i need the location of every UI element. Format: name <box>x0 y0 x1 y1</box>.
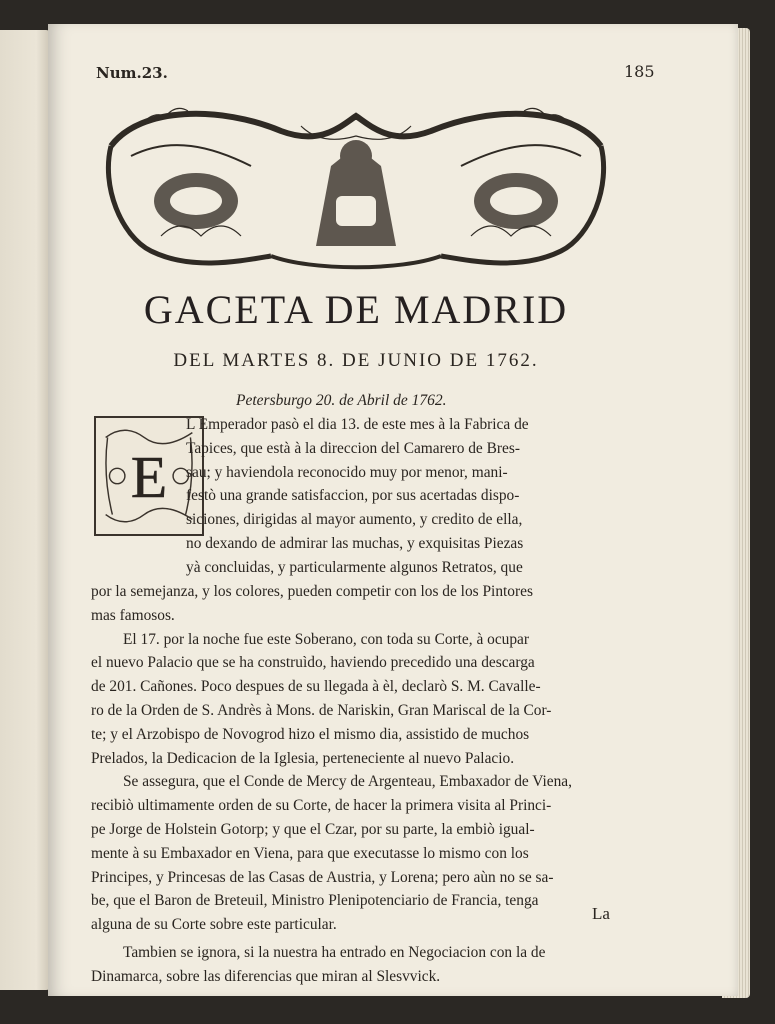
text-line: te; y el Arzobispo de Novogrod hizo el mismo dia, assistido de muchos <box>91 725 530 743</box>
page-number: 185 <box>624 62 655 81</box>
engraved-header-ornament <box>101 86 611 276</box>
paragraph-beside-initial <box>186 413 626 580</box>
text-line: Prelados, la Dedicacion de la Iglesia, perteneciente al nuevo Palacio. <box>91 749 515 767</box>
text-line: de 201. Cañones. Poco despues de su llegada à èl, declarò S. M. Cavalle- <box>91 678 541 696</box>
text-line: Se assegura, que el Conde de Mercy de Argenteau, Embaxador de Viena, <box>123 773 572 791</box>
masthead-title: GACETA DE MADRID <box>143 287 569 332</box>
text-line: pe Jorge de Holstein Gotorp; y que el Czar, por su parte, la embiò igual- <box>91 820 535 838</box>
issue-number: Num.23. <box>96 64 168 82</box>
text-line: por la semejanza, y los colores, pueden competir con los de los Pintores <box>91 583 533 600</box>
text-line: Tambien se ignora, si la nuestra ha entrado en Negociacion con la de <box>123 943 546 961</box>
text-line: no dexando de admirar las muchas, y exquisitas Piezas <box>186 534 524 552</box>
article-body <box>91 580 631 989</box>
text-line: siciones, dirigidas al mayor aumento, y credito de ella, <box>186 511 523 529</box>
text-line: L Emperador pasò el dia 13. de este mes à la Fabrica de <box>186 416 529 433</box>
text-line: festò una grande satisfaccion, por sus acertadas dispo- <box>186 487 520 505</box>
text-line: ro de la Orden de S. Andrès à Mons. de Nariskin, Gran Mariscal de la Cor- <box>91 701 552 719</box>
catchword: La <box>592 904 610 923</box>
article-dateline: Petersburgo 20. de Abril de 1762. <box>236 392 447 409</box>
text-line: sau; y haviendola reconocido muy por menor, mani- <box>186 463 508 481</box>
text-line: recibiò ultimamente orden de su Corte, de hacer la primera visita al Princi- <box>91 797 552 815</box>
text-line: be, que el Baron de Breteuil, Ministro Plenipotenciario de Francia, tenga <box>91 892 539 910</box>
text-line: Principes, y Princesas de las Casas de Austria, y Lorena; pero aùn no se sa- <box>91 868 554 886</box>
facing-page-edge <box>0 30 52 990</box>
text-line: yà concluidas, y particularmente algunos Retratos, que <box>186 558 523 576</box>
text-line: alguna de su Corte sobre este particular. <box>91 916 337 934</box>
initial-letter: E <box>130 444 168 511</box>
text-line: el nuevo Palacio que se ha construìdo, haviendo precedido una descarga <box>91 654 535 672</box>
text-line: El 17. por la noche fue este Soberano, con toda su Corte, à ocupar <box>123 630 530 648</box>
text-line: Dinamarca, sobre las diferencias que miran al Slesvvick. <box>91 967 441 985</box>
text-line: Tapices, que està à la direccion del Camarero de Bres- <box>186 439 520 457</box>
text-line: mas famosos. <box>91 606 175 624</box>
gazette-page <box>48 24 738 996</box>
text-line: mente à su Embaxador en Viena, para que executasse lo mismo con los <box>91 844 529 862</box>
masthead-subtitle: DEL MARTES 8. DE JUNIO DE 1762. <box>173 350 539 371</box>
